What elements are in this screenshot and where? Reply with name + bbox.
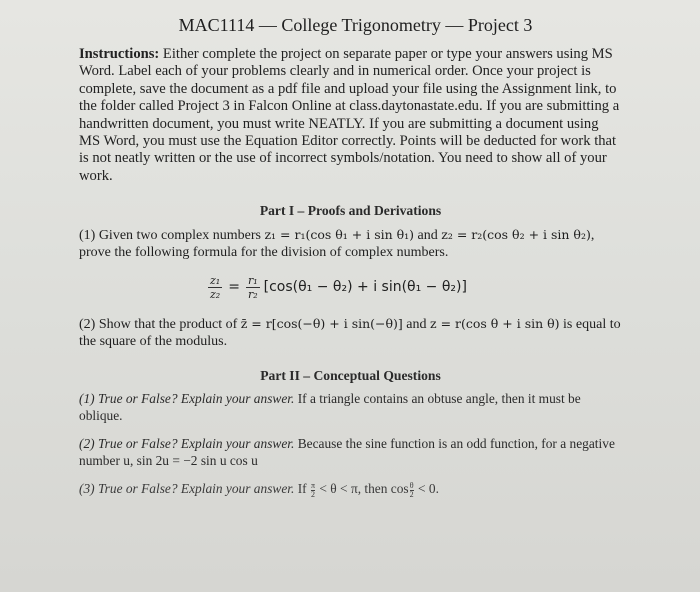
formula-rhs-fraction	[246, 274, 260, 301]
q1-text: If a triangle contains an obtuse angle, then it must be oblique.	[79, 391, 581, 423]
formula-lhs-num: z₁	[210, 273, 221, 287]
division-formula	[79, 265, 622, 309]
formula-rhs-num: r₁	[247, 273, 258, 287]
instructions-label: Instructions:	[79, 46, 160, 62]
problem1-z2: z₂ = r₂(cos θ₂ + i sin θ₂)	[441, 227, 591, 243]
q3-text-b: < θ < π, then cos	[316, 481, 409, 497]
formula-lhs-fraction	[208, 274, 222, 301]
q3-frac2-den: 2	[409, 489, 414, 499]
document-title: MAC1114 — College Trigonometry — Project 3	[178, 15, 533, 35]
q3-frac-num: π	[310, 480, 316, 490]
q3-theta-over-2	[410, 482, 414, 499]
problem2-text-b: is equal to the square of the modulus.	[79, 317, 621, 350]
formula-equals: =	[228, 279, 240, 296]
q3-frac2-num: θ	[409, 480, 414, 490]
problem1-and: and	[414, 228, 442, 244]
problem1-z1: z₁ = r₁(cos θ₁ + i sin θ₁)	[264, 227, 415, 243]
q1-prompt: (1) True or False? Explain your answer.	[79, 391, 295, 407]
q2-prompt: (2) True or False? Explain your answer.	[79, 436, 295, 452]
instructions-paragraph	[79, 46, 622, 185]
part2-question-1	[79, 391, 622, 424]
problem2-zbar: z̄ = r[cos(−θ) + i sin(−θ)]	[240, 316, 403, 332]
problem2-z: z = r(cos θ + i sin θ)	[430, 316, 560, 332]
part1-heading: Part I – Proofs and Derivations	[259, 203, 442, 219]
part2-question-2	[79, 436, 622, 469]
formula-lhs-den: z₂	[210, 287, 221, 301]
part1-problem-1	[79, 226, 622, 261]
problem2-text-a: (2) Show that the product of	[79, 317, 241, 333]
q3-pi-over-2	[311, 482, 315, 499]
problem1-text-a: (1) Given two complex numbers	[79, 228, 265, 244]
instructions-text: Either complete the project on separate paper or type your answers using MS Word. Label each of your problems clearly and in numerical order. Once your project is complete, save the document as a pdf file and upload your file using the Assignment link, to the folder called Project 3 in Falcon Online at class.daytonastate.edu. If you are submitting a handwritten document, you must write NEATLY. If you are submitting a document using MS Word, you must use the Equation Editor correctly. Points will be deducted for work that is not neatly written or the use of incorrect symbols/notation. You need to show all of your work.	[79, 46, 620, 184]
part1-problem-2	[79, 315, 622, 350]
q2-text: Because the sine function is an odd function, for a negative number u, sin 2u = −2 sin u cos u	[79, 436, 615, 468]
q3-text-c: < 0.	[414, 481, 439, 497]
formula-rhs-tail: [cos(θ₁ − θ₂) + i sin(θ₁ − θ₂)]	[263, 279, 467, 296]
part2-question-3	[79, 481, 622, 498]
q3-frac-den: 2	[311, 489, 315, 499]
problem1-text-b: , prove the following formula for the division of complex numbers.	[79, 228, 595, 261]
part2-heading: Part II – Conceptual Questions	[260, 368, 441, 384]
q3-text-a: If	[294, 481, 310, 497]
q3-prompt: (3) True or False? Explain your answer.	[79, 481, 295, 497]
formula-rhs-den: r₂	[247, 287, 258, 301]
problem2-and: and	[402, 317, 431, 333]
